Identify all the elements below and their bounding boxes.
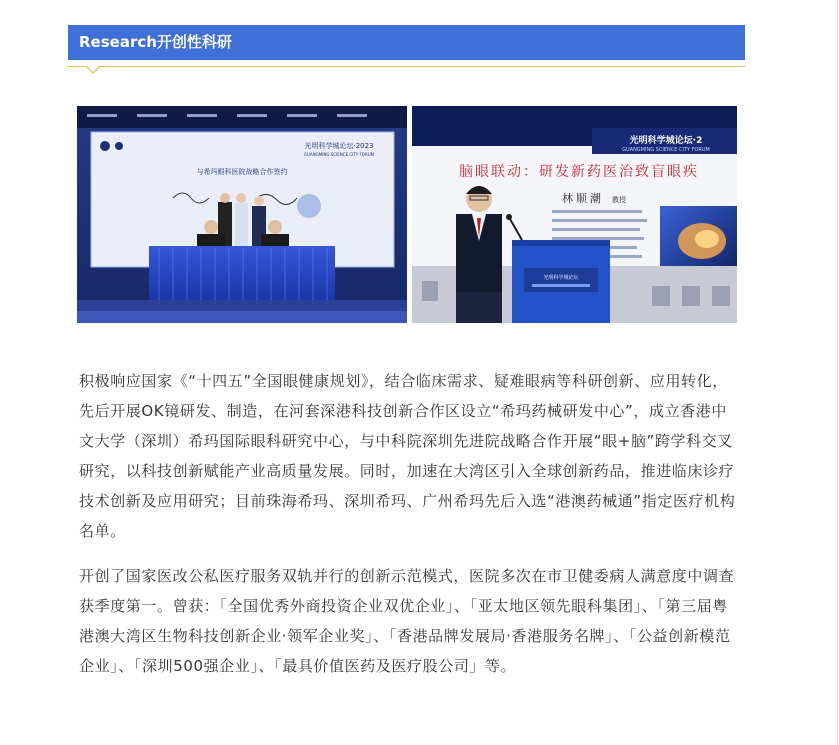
paragraph-research: 积极响应国家《“十四五”全国眼健康规划》，结合临床需求、疑难眼病等科研创新、应用转化，先后开展OK镜研发、制造，在河套深港科技创新合作区设立“希玛药械研发中心”，成立香港中文大学（深圳）希玛国际眼科研究中心，与中科院深圳先进院战略合作开展“眼+脑”跨学科交叉研究，以科技创新赋能产业高质量发展。同时，加速在大湾区引入全球创新药品，推进临床诊疗技术创新及应用研究；目前珠海希玛、深圳希玛、广州希玛先后入选“港澳药械通”指定医疗机构名单。: [79, 372, 736, 540]
backdrop-signing-text: 与希玛眼科医院战略合作签约: [196, 168, 288, 176]
screen-logo-subtext: GUANGMING SCIENCE CITY FORUM: [622, 147, 710, 153]
screen-title: 脑眼联动：研发新药医治致盲眼疾: [459, 164, 699, 180]
backdrop-logo-text: 光明科学城论坛·2023: [304, 142, 374, 150]
header-notch-inner: [87, 66, 99, 72]
page-edge-line: [837, 0, 838, 745]
svg-text:光明科学城论坛: 光明科学城论坛: [543, 275, 579, 281]
screen-logo-text: 光明科学城论坛·2: [629, 136, 703, 146]
header-underline: [68, 66, 745, 67]
signing-ceremony-photo: [77, 106, 407, 323]
speaker-photo: [412, 106, 737, 323]
screen-speaker-name: 林顺潮: [562, 192, 604, 205]
screen-speaker-title: 教授: [612, 196, 626, 204]
section-header: Research开创性科研: [68, 25, 745, 60]
backdrop-logo-subtext: GUANGMING SCIENCE CITY FORUM: [303, 152, 375, 157]
paragraph-awards: 开创了国家医改公私医疗服务双轨并行的创新示范模式，医院多次在市卫健委病人满意度中调查获季度第一。曾获：「全国优秀外商投资企业双优企业」、「亚太地区领先眼科集团」、「第三届粤港澳大湾区生物科技创新企业·领军企业奖」、「香港品牌发展局·香港服务名牌」、「公益创新模范企业」、「深圳500强企业」、「最具价值医药及医疗股公司」等。: [79, 567, 735, 675]
